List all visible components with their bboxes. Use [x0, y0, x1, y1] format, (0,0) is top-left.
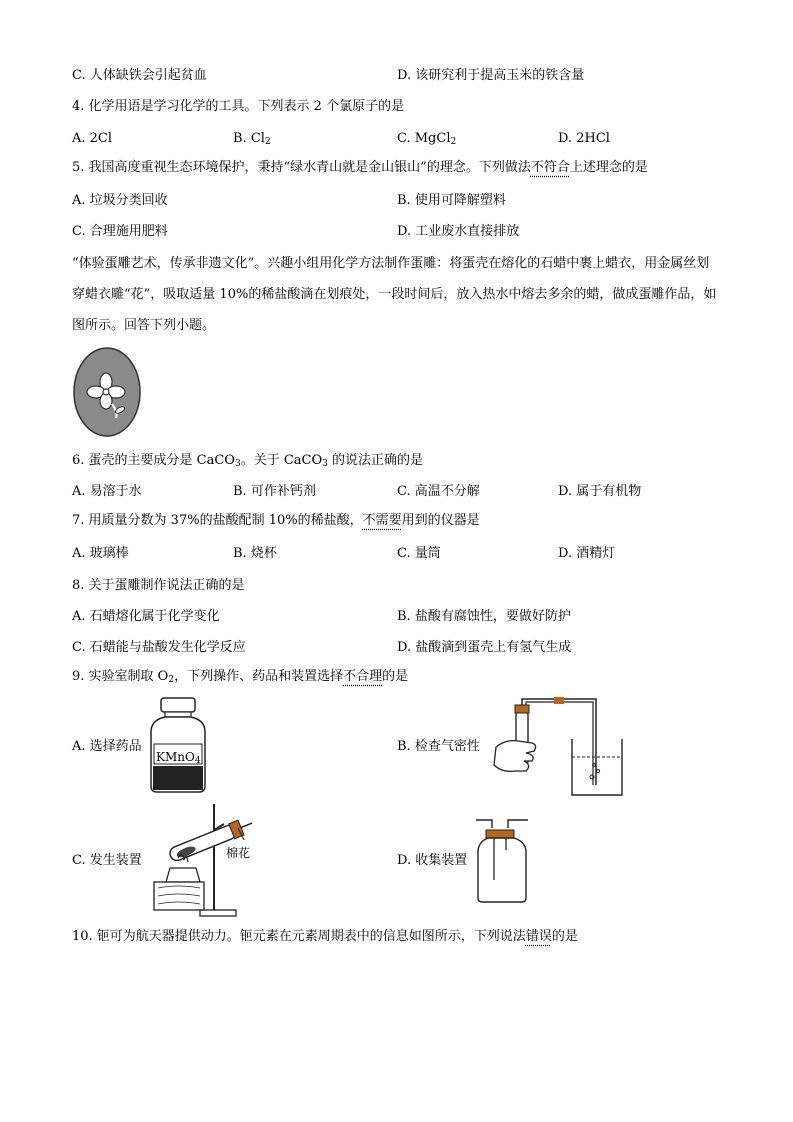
q5-option-a: A. 垃圾分类回收 — [72, 193, 168, 208]
q9-option-d: D. 收集装置 — [397, 853, 468, 868]
q4-option-c: C. MgCl$_2$ — [397, 131, 457, 147]
q6-option-c: C. 高温不分解 — [397, 484, 480, 499]
q6-stem: 6. 蛋壳的主要成分是 CaCO$_3$。关于 CaCO$_3$ 的说法正确的是 — [72, 453, 424, 469]
q5-option-c: C. 合理施用肥料 — [72, 224, 168, 239]
q10-emphasis: 错误 — [525, 929, 552, 944]
q9-option-c: C. 发生装置 — [72, 853, 142, 868]
cotton-label: 棉花 — [226, 846, 251, 860]
airtightness-check-figure — [488, 695, 628, 799]
q8-stem: 8. 关于蛋雕制作说法正确的是 — [72, 578, 245, 593]
q5-stem: 5. 我国高度重视生态环境保护，秉持“绿水青山就是金山银山”的理念。下列做法不符合上述理念的是 — [72, 160, 648, 175]
q9-option-b: B. 检查气密性 — [397, 739, 480, 754]
egg-carving-figure — [72, 346, 144, 438]
bottle-label: KMnO$_4$ — [156, 750, 201, 766]
q6-option-b: B. 可作补钙剂 — [233, 484, 316, 499]
q3-option-c: C. 人体缺铁会引起贫血 — [72, 68, 207, 83]
reagent-bottle-figure — [147, 696, 209, 794]
q9-option-a: A. 选择药品 — [72, 739, 142, 754]
q10-stem: 10. 钷可为航天器提供动力。钷元素在元素周期表中的信息如图所示，下列说法错误的是 — [72, 929, 578, 944]
q9-emphasis: 不合理 — [343, 669, 383, 684]
q5-option-d: D. 工业废水直接排放 — [397, 224, 520, 239]
q8-option-d: D. 盐酸滴到蛋壳上有氢气生成 — [397, 640, 572, 655]
q7-stem: 7. 用质量分数为 37%的盐酸配制 10%的稀盐酸，不需要用到的仪器是 — [72, 513, 480, 528]
gas-collection-figure — [472, 818, 532, 904]
q8-option-a: A. 石蜡熔化属于化学变化 — [72, 609, 220, 624]
q9-stem: 9. 实验室制取 $O_2$，下列操作、药品和装置选择不合理的是 — [72, 669, 409, 685]
q7-option-b: B. 烧杯 — [233, 546, 277, 561]
q7-emphasis: 不需要 — [362, 513, 402, 528]
q7-option-a: A. 玻璃棒 — [72, 546, 129, 561]
q4-option-a: A. 2Cl — [72, 131, 113, 146]
q8-option-b: B. 盐酸有腐蚀性，要做好防护 — [397, 609, 571, 624]
q4-option-b: B. $Cl_2$ — [233, 131, 271, 147]
q6-option-a: A. 易溶于水 — [72, 484, 142, 499]
q8-option-c: C. 石蜡能与盐酸发生化学反应 — [72, 640, 246, 655]
passage-text: “体验蛋雕艺术，传承非遗文化”。兴趣小组用化学方法制作蛋雕：将蛋壳在熔化的石蜡中裹上蜡衣，用金属丝划穿蜡衣雕“花”，吸取适量 10%的稀盐酸滴在划痕处，一段时间后，放入热水中熔去多余的蜡，做成蛋雕作品，如图所示。回答下列小题。 — [72, 256, 717, 333]
q7-option-d: D. 酒精灯 — [558, 546, 616, 561]
q4-option-d: D. 2HCl — [558, 131, 610, 146]
q5-emphasis: 不符合 — [530, 160, 570, 175]
q6-option-d: D. 属于有机物 — [558, 484, 642, 499]
q7-option-c: C. 量筒 — [397, 546, 441, 561]
q4-stem: 4. 化学用语是学习化学的工具。下列表示 2 个氯原子的是 — [72, 99, 405, 114]
q3-option-d: D. 该研究利于提高玉米的铁含量 — [397, 68, 585, 83]
q5-option-b: B. 使用可降解塑料 — [397, 193, 506, 208]
